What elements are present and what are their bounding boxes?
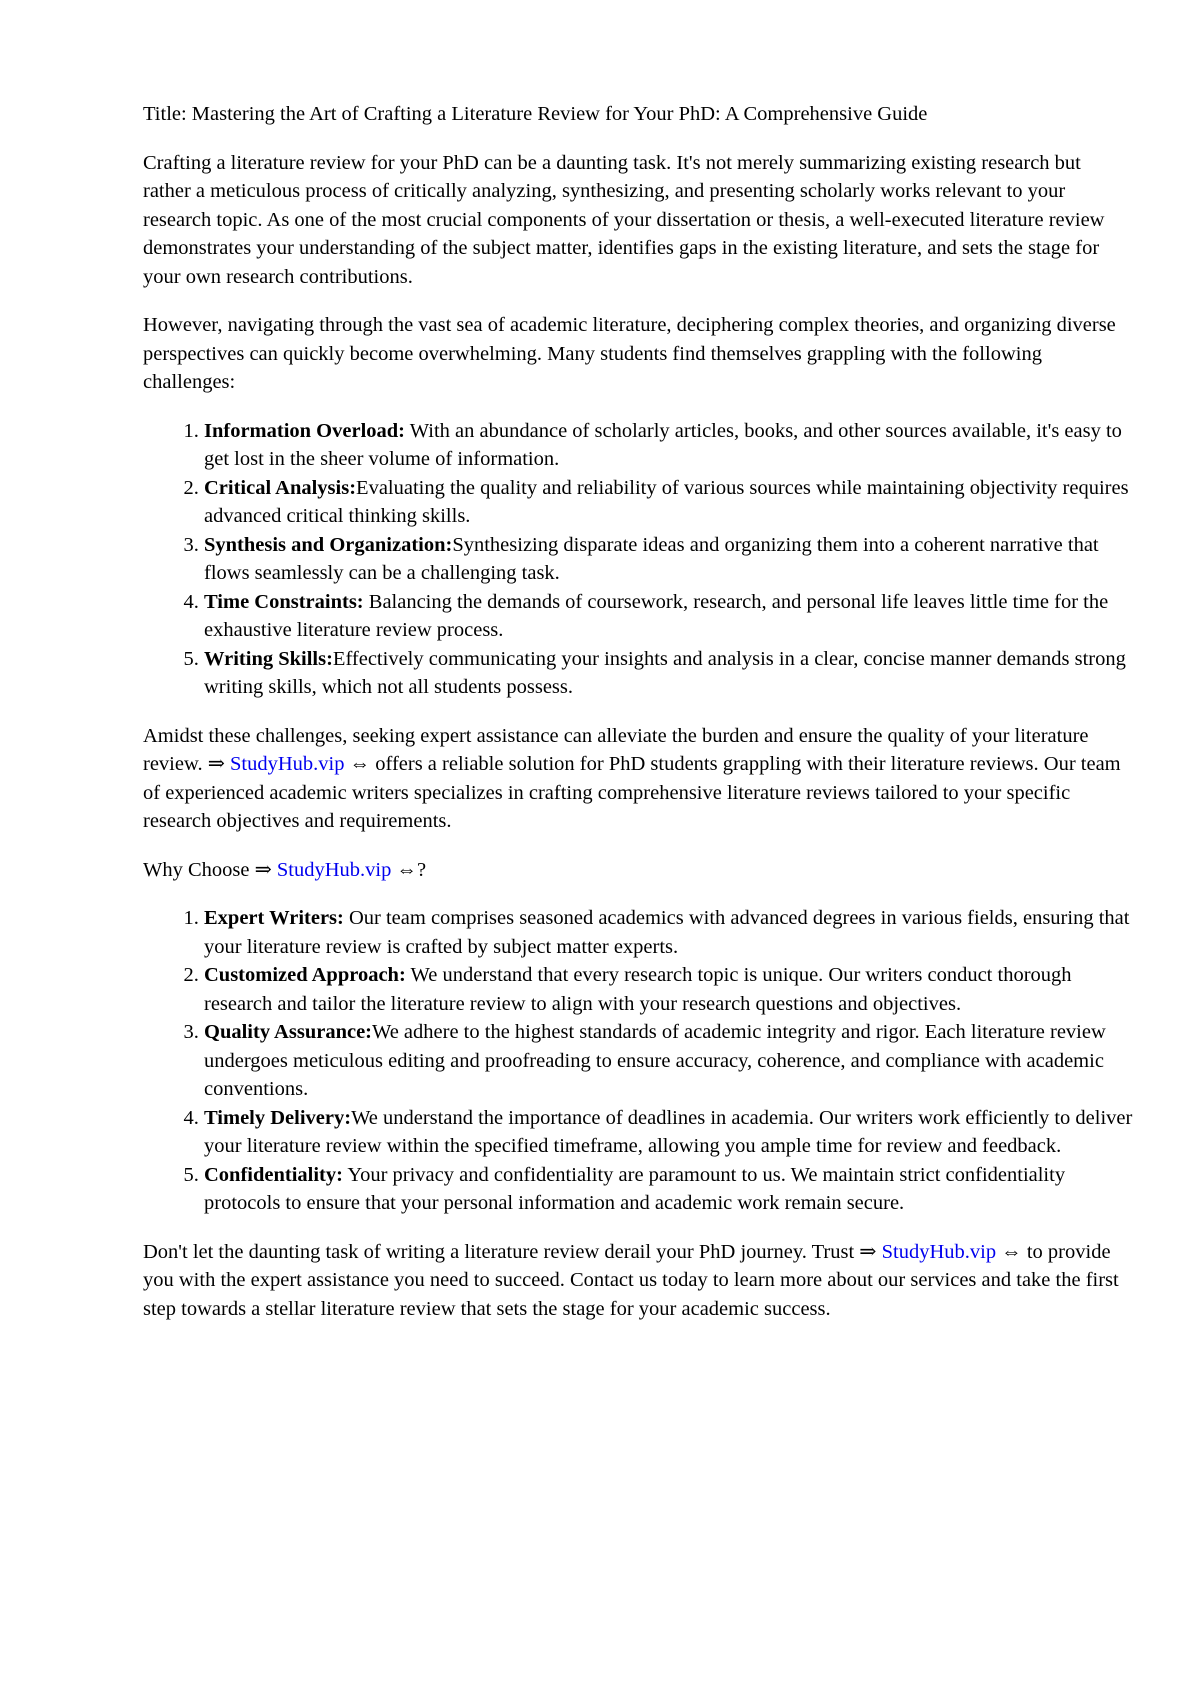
list-item-label: Quality Assurance:: [204, 1021, 372, 1043]
list-item-label: Time Constraints:: [204, 590, 364, 613]
list-item-text: With an abundance of scholarly articles, books, and other sources available, it's easy to get lost in the sheer volume of information.: [204, 419, 1122, 470]
document-title: Title: Mastering the Art of Crafting a Literature Review for Your PhD: A Comprehensive Guide: [143, 103, 928, 125]
amidst-paragraph: [143, 722, 1133, 836]
document-page: [143, 100, 1133, 1343]
reasons-list: [143, 904, 1133, 1218]
closing-text-before: Don't let the daunting task of writing a literature review derail your PhD journey. Trust ⇒: [143, 1240, 882, 1263]
studyhub-link[interactable]: StudyHub.vip: [276, 858, 392, 881]
closing-paragraph: [143, 1238, 1133, 1324]
intro-paragraph: Crafting a literature review for your PhD can be a daunting task. It's not merely summarizing existing research but rather a meticulous process of critically analyzing, synthesizing, and presenting scholarly works relevant to your research topic. As one of the most crucial components of your dissertation or thesis, a well-executed literature review demonstrates your understanding of the subject matter, identifies gaps in the existing literature, and sets the stage for your own research contributions.: [143, 151, 1105, 288]
studyhub-link[interactable]: StudyHub.vip: [881, 1240, 997, 1263]
list-item-text: Your privacy and confidentiality are paramount to us. We maintain strict confidentiality protocols to ensure that your personal information and academic work remain secure.: [204, 1163, 1066, 1214]
closing-text-after: ⇔ to provide you with the expert assistance you need to succeed. Contact us today to learn more about our services and take the first step towards a stellar literature review that sets the stage for your academic success.: [143, 1240, 1119, 1320]
list-item-label: Customized Approach:: [204, 964, 406, 986]
amidst-text-before: Amidst these challenges, seeking expert assistance can alleviate the burden and ensure the quality of your literature review. ⇒: [143, 724, 1089, 775]
list-item: [204, 645, 1133, 702]
list-item-text: We understand the importance of deadlines in academia. Our writers work efficiently to deliver your literature review within the specified timeframe, allowing you ample time for review and feedback.: [204, 1106, 1133, 1157]
list-item-label: Timely Delivery:: [204, 1106, 352, 1129]
list-item: [204, 531, 1133, 588]
list-item-label: Confidentiality:: [204, 1163, 343, 1186]
list-item-text: We adhere to the highest standards of academic integrity and rigor. Each literature review undergoes meticulous editing and proofreading to ensure accuracy, coherence, and compliance with academic conventions.: [204, 1021, 1106, 1100]
amidst-text-after: ⇔ offers a reliable solution for PhD students grappling with their literature reviews. Our team of experienced academic writers specializes in crafting comprehensive literature reviews tailored to your specific research objectives and requirements.: [143, 753, 1121, 832]
why-choose-heading: [143, 856, 1133, 885]
list-item-text: Effectively communicating your insights and analysis in a clear, concise manner demands strong writing skills, which not all students possess.: [204, 647, 1126, 698]
list-item: [204, 417, 1133, 474]
list-item-text: Balancing the demands of coursework, research, and personal life leaves little time for the exhaustive literature review process.: [204, 590, 1109, 641]
list-item-label: Expert Writers:: [204, 907, 344, 929]
challenges-intro-paragraph: However, navigating through the vast sea of academic literature, deciphering complex theories, and organizing diverse perspectives can quickly become overwhelming. Many students find themselves grappling with the following challenges:: [143, 314, 1116, 393]
list-item-text: Synthesizing disparate ideas and organizing them into a coherent narrative that flows seamlessly can be a challenging task.: [204, 533, 1099, 584]
list-item-label: Critical Analysis:: [204, 476, 357, 499]
list-item: [204, 1161, 1133, 1218]
challenges-list: [143, 417, 1133, 702]
why-text-before: Why Choose ⇒: [143, 858, 277, 881]
list-item-label: Information Overload:: [204, 419, 405, 442]
list-item: [204, 961, 1133, 1018]
list-item: [204, 474, 1133, 531]
list-item: [204, 1104, 1133, 1161]
studyhub-link[interactable]: StudyHub.vip: [230, 753, 345, 775]
list-item: [204, 588, 1133, 645]
list-item-text: Evaluating the quality and reliability of various sources while maintaining objectivity requires advanced critical thinking skills.: [204, 476, 1129, 527]
list-item-label: Writing Skills:: [204, 647, 333, 670]
list-item-text: Our team comprises seasoned academics with advanced degrees in various fields, ensuring that your literature review is crafted by subject matter experts.: [204, 907, 1130, 958]
list-item: [204, 904, 1133, 961]
list-item: [204, 1018, 1133, 1104]
why-text-after: ⇔?: [391, 858, 427, 881]
list-item-text: We understand that every research topic is unique. Our writers conduct thorough research and tailor the literature review to align with your research questions and objectives.: [204, 964, 1072, 1015]
list-item-label: Synthesis and Organization:: [204, 533, 453, 556]
